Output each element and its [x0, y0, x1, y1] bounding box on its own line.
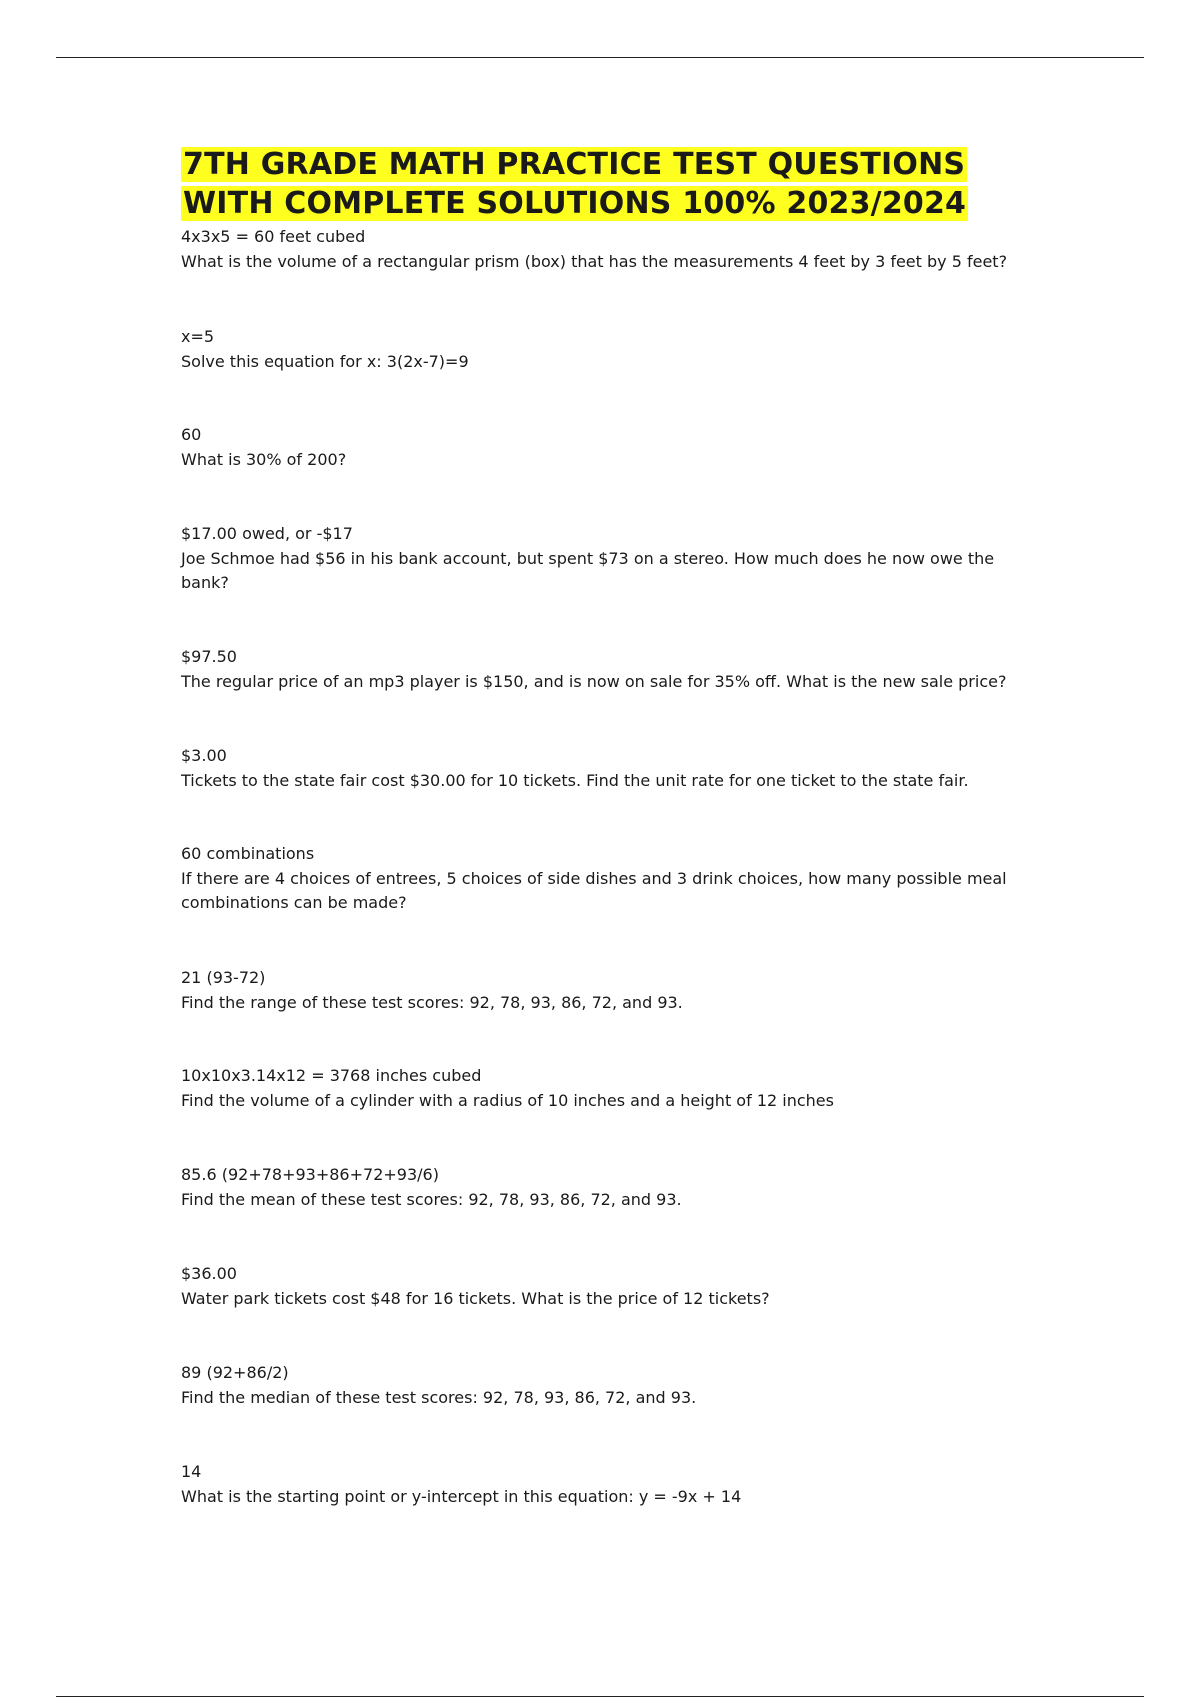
answer-text: 89 (92+86/2)	[181, 1363, 289, 1382]
answer-text: 14	[181, 1462, 202, 1481]
question-text: The regular price of an mp3 player is $150, and is now on sale for 35% off. What is the new sale price?	[181, 671, 1007, 691]
qa-item	[181, 744, 1021, 793]
qa-item	[181, 645, 1021, 694]
question-text: Solve this equation for x: 3(2x-7)=9	[181, 351, 469, 371]
question-text: What is the starting point or y-intercept in this equation: y = -9x + 14	[181, 1486, 742, 1506]
question-text: Find the volume of a cylinder with a radius of 10 inches and a height of 12 inches	[181, 1090, 834, 1110]
answer-text: 60	[181, 425, 202, 444]
question-text: What is the volume of a rectangular prism (box) that has the measurements 4 feet by 3 feet by 5 feet?	[181, 251, 1008, 271]
question-text: What is 30% of 200?	[181, 449, 347, 469]
qa-item	[181, 325, 1021, 374]
header-rule	[56, 57, 1144, 58]
question-text: Find the median of these test scores: 92, 78, 93, 86, 72, and 93.	[181, 1387, 697, 1407]
answer-text: x=5	[181, 327, 215, 346]
document-title	[181, 145, 1021, 223]
answer-text: $3.00	[181, 746, 227, 765]
answer-text: $97.50	[181, 647, 237, 666]
question-text: Joe Schmoe had $56 in his bank account, but spent $73 on a stereo. How much does he now owe the bank?	[181, 548, 995, 592]
title-line-1: 7TH GRADE MATH PRACTICE TEST QUESTIONS	[183, 147, 966, 182]
qa-item	[181, 1361, 1021, 1410]
qa-item	[181, 522, 1021, 596]
question-text: If there are 4 choices of entrees, 5 choices of side dishes and 3 drink choices, how many possible meal combinations can be made?	[181, 868, 1007, 912]
question-text: Find the mean of these test scores: 92, 78, 93, 86, 72, and 93.	[181, 1189, 682, 1209]
qa-item	[181, 966, 1021, 1015]
qa-item	[181, 1163, 1021, 1212]
question-text: Water park tickets cost $48 for 16 tickets. What is the price of 12 tickets?	[181, 1288, 770, 1308]
qa-item	[181, 1262, 1021, 1311]
qa-item	[181, 423, 1021, 472]
answer-text: 85.6 (92+78+93+86+72+93/6)	[181, 1165, 439, 1184]
qa-item	[181, 1064, 1021, 1113]
answer-text: 10x10x3.14x12 = 3768 inches cubed	[181, 1066, 482, 1085]
answer-text: $36.00	[181, 1264, 237, 1283]
qa-item	[181, 225, 1021, 274]
question-text: Tickets to the state fair cost $30.00 for 10 tickets. Find the unit rate for one ticket to the state fair.	[181, 770, 969, 790]
title-highlight	[181, 147, 968, 221]
answer-text: 60 combinations	[181, 844, 315, 863]
answer-text: 4x3x5 = 60 feet cubed	[181, 227, 366, 246]
question-text: Find the range of these test scores: 92, 78, 93, 86, 72, and 93.	[181, 992, 683, 1012]
footer-rule	[56, 1696, 1144, 1697]
document-body	[181, 145, 1021, 1645]
answer-text: 21 (93-72)	[181, 968, 266, 987]
title-line-2: WITH COMPLETE SOLUTIONS 100% 2023/2024	[183, 186, 967, 221]
qa-item	[181, 1460, 1021, 1509]
qa-item	[181, 842, 1021, 916]
answer-text: $17.00 owed, or -$17	[181, 524, 353, 543]
